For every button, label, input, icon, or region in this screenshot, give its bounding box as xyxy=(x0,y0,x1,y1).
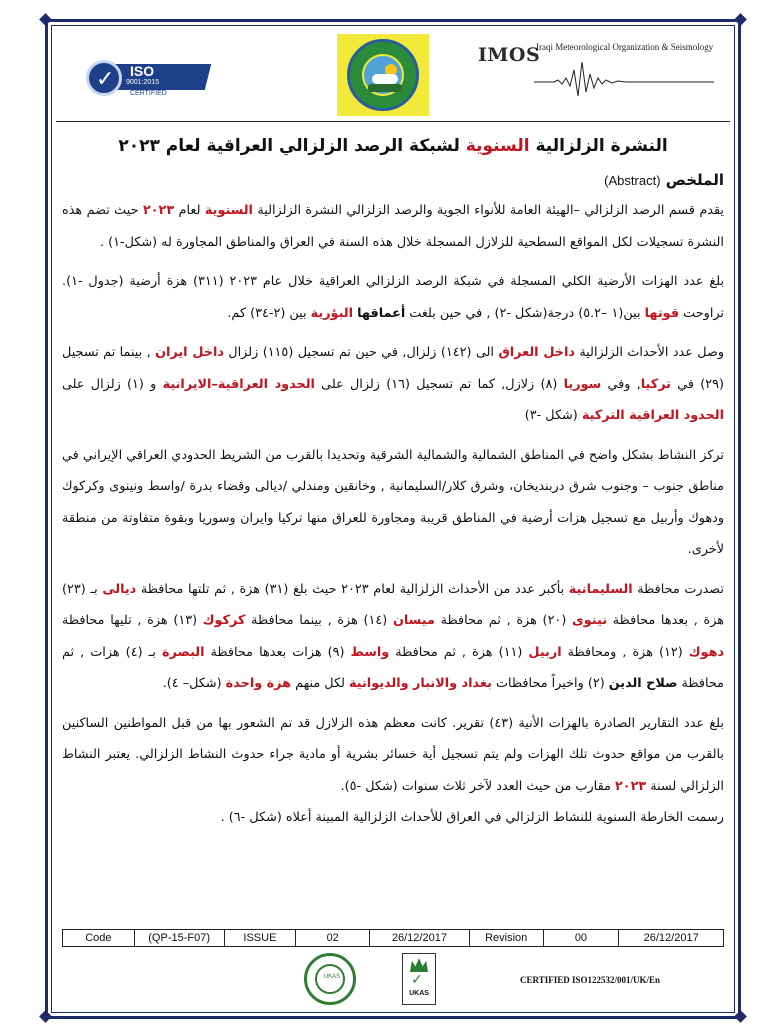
header-divider xyxy=(56,121,730,122)
code-value: (QP-15-F07) xyxy=(135,930,225,946)
iso-standard: 9001:2015 xyxy=(126,79,160,86)
revision-value: 00 xyxy=(544,930,620,946)
ukas-round-seal-icon: UKAS xyxy=(304,953,356,1005)
revision-date: 26/12/2017 xyxy=(643,932,699,944)
seismogram-wave-icon xyxy=(534,56,714,98)
abstract-heading: الملخص (Abstract) xyxy=(604,171,724,189)
iso-title: ISO xyxy=(130,63,155,79)
document-control-table xyxy=(62,929,724,947)
iso-caption: CERTIFIED xyxy=(130,90,167,97)
issue-date: 26/12/2017 xyxy=(370,930,470,946)
imos-abbr: IMOS xyxy=(478,44,541,66)
ukas-crown-check-icon: ✓ UKAS xyxy=(402,953,436,1005)
paragraph-regional-distribution: وصل عدد الأحداث الزلزالية داخل العراق الى (١٤٢) زلزال, في حين تم تسجيل (١١٥) زلزال داخل ايران , بينما تم تسجيل (٢٩) في تركيا, وفي سوريا (٨) زلازل, كما تم تسجيل (١٦) زلزال على الحدود العراقية–الايرانية و (١) زلزال على الحدود العراقية التركية (شكل -٣) xyxy=(62,345,725,423)
revision-label: Revision xyxy=(470,930,544,946)
paragraph-activity-zones: تركز النشاط بشكل واضح في المناطق الشمالية والشمالية الشرقية وتحديدا بالقرب من الشريط الحدودي العراقي الإيراني في مناطق جنوب – وجنوب شرق دربنديخان، وشرق كلار/السليمانية , وخانقين ومندلي /ديالى وقضاء بدرة /واسط ونينوى وكركوك ودهوك وأربيل مع تسجيل هزات أرضية في المناطق قريبة ومجاورة للعراق منها تركيا وايران وسوريا وبقوة متفاوتة من منطقة لأخرى. xyxy=(62,447,724,557)
issue-label: ISSUE xyxy=(225,930,297,946)
code-label: Code xyxy=(63,930,135,946)
paragraph-total-earthquakes: بلغ عدد الهزات الأرضية الكلي المسجلة في شبكة الرصد الزلزالي العراقية خلال عام ٢٠٢٣ (٣١١) هزة أرضية (جدول -١). تراوحت قوتها بين(١ –٥.٢) درجة(شكل -٢) , في حين بلغت أعماقها البؤرية بين (٢-٣٤) كم. xyxy=(62,274,725,321)
paragraph-governorates: تصدرت محافظة السليمانية بأكبر عدد من الأحداث الزلزالية لعام ٢٠٢٣ حيث بلغ (٣١) هزة , ثم تلتها محافظة ديالى بـ (٢٣) هزة , بعدها محافظة نينوى (٢٠) هزة , ثم محافظة ميسان (١٤) هزة , بينما محافظة كركوك (١٣) هزة , تليها محافظة دهوك (١٢) هزة , ومحافظة اربيل (١١) هزة , ثم محافظة واسط (٩) هزات بعدها محافظة البصرة بـ (٤) هزات , ثم محافظة صلاح الدين (٢) واخيراً محافظات بغداد والانبار والديوانية لكل منهم هزة واحدة (شكل– ٤). xyxy=(62,581,725,691)
imos-org-name: Iraqi Meteorological Organization & Seismology xyxy=(536,42,714,52)
issue-value: 02 xyxy=(296,930,370,946)
iso-certification-logo xyxy=(86,54,234,122)
letterhead xyxy=(56,30,730,120)
meteorological-emblem-icon xyxy=(337,34,429,116)
imos-logo xyxy=(474,36,730,116)
document-body xyxy=(62,126,724,842)
checkmark-icon: ✓ xyxy=(86,60,122,96)
iso-banner xyxy=(109,64,211,90)
certification-number: CERTIFIED ISO122532/001/UK/En xyxy=(520,975,660,985)
document-title: النشرة الزلزالية السنوية لشبكة الرصد الزلزالي العراقية لعام ٢٠٢٣ xyxy=(118,136,668,156)
paragraph-intro: يقدم قسم الرصد الزلزالي –الهيئة العامة للأنواء الجوية والرصد الزلزالي النشرة الزلزالية السنوية لعام ٢٠٢٣ حيث تضم هذه النشرة تسجيلات لكل المواقع السطحية للزلازل المسجلة خلال هذه السنة في العراق والمناطق المجاورة له (شكل-١) . xyxy=(62,203,724,250)
paragraph-reports: بلغ عدد التقارير الصادرة بالهزات الأنية (٤٣) تقرير. كانت معظم هذه الزلازل قد تم الشعور بها من قبل المواطنين الساكنين بالقرب من مواقع حدوث تلك الهزات ولم يتم تسجيل أية خسائر بشرية أو مادية جراء حدوث النشاط الزلزالي. يعتبر النشاط الزلزالي لسنة ٢٠٢٣ مقارب من حيث العدد لآخر ثلاث سنوات (شكل -٥). رسمت الخارطة السنوية للنشاط الزلزالي في العراق للأحداث الزلزالية المبينة أعلاه (شكل -٦) . xyxy=(62,715,724,825)
